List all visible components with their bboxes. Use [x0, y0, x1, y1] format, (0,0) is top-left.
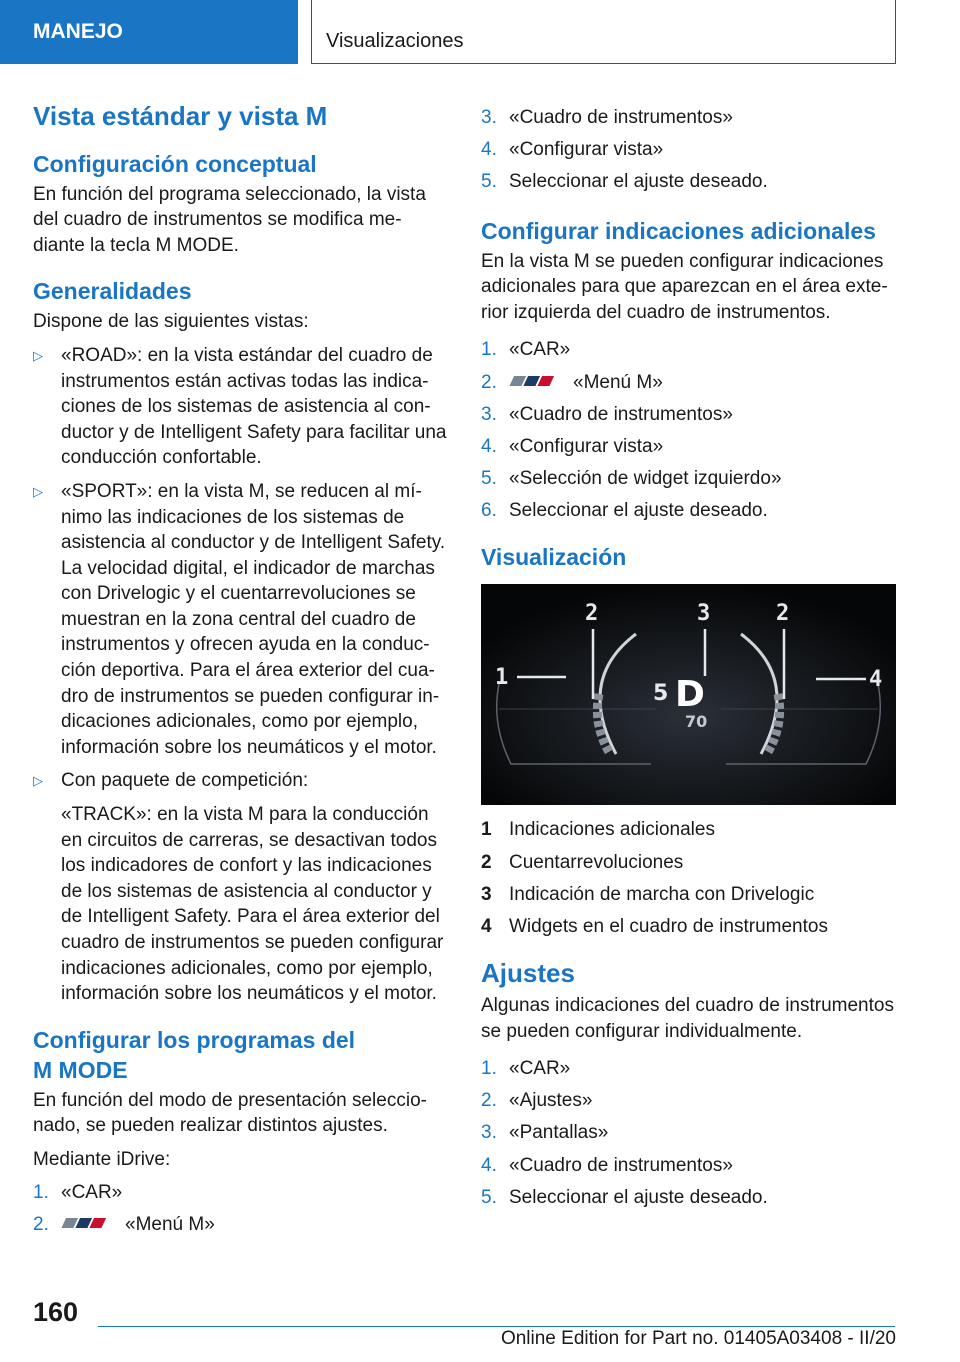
left-column	[33, 100, 451, 1245]
triangle-right-icon: ▷	[33, 483, 43, 499]
mmode-steps	[33, 1180, 451, 1238]
general-section	[33, 277, 451, 1006]
page-number: 160	[33, 1297, 79, 1327]
list-item: ▷ «SPORT»: en la vista M, se reducen al mí-nimo las indicaciones de los sistemas de asistencia al conductor y de Intelligent Safety. La velocidad digital, el indicador de marchas con Drivelogic y el cuentarrevoluciones se muestran en la zona central del cuadro de instrumentos y ofrecen ayuda en la conduc-ción deportiva. Para el área exterior del cua-dro de instrumentos se pueden configurar in-dicaciones adicionales, como por ejemplo, información sobre los neumáticos y el motor.	[33, 480, 446, 758]
general-intro: Dispone de las siguientes vistas:	[33, 311, 309, 333]
triangle-right-icon: ▷	[33, 773, 43, 789]
list-item: 1. «CAR»	[33, 1182, 123, 1204]
m-stripes-icon	[509, 370, 563, 396]
instrument-cluster-figure	[481, 584, 896, 805]
settings-steps	[481, 1056, 896, 1210]
list-item: 2. «Menú M»	[481, 370, 896, 396]
right-column	[481, 100, 896, 1217]
additional-section	[481, 217, 896, 524]
mmode-via: Mediante iDrive:	[33, 1148, 171, 1170]
list-item: 5. Seleccionar el ajuste deseado.	[481, 1186, 768, 1208]
speed-readout: 70	[685, 712, 708, 732]
current-gear: D	[675, 674, 705, 716]
settings-section	[481, 957, 896, 1210]
page-title: Vista estándar y vista M	[33, 101, 328, 131]
section-title: Visualizaciones	[311, 0, 896, 64]
additional-text: En la vista M se pueden configurar indicaciones adicionales para que aparezcan en el área exte-rior izquierda del cuadro de instrumentos.	[481, 250, 888, 323]
m-stripes-icon	[61, 1212, 115, 1238]
concept-section	[33, 150, 451, 259]
mmode-text: En función del modo de presentación seleccio-nado, se pueden realizar distintos ajustes.	[33, 1089, 427, 1137]
mmode-steps-continued	[481, 105, 896, 195]
concept-heading: Configuración conceptual	[33, 150, 317, 177]
list-item: 3 Indicación de marcha con Drivelogic	[481, 883, 815, 905]
list-item: ▷ Con paquete de competición: «TRACK»: en la vista M para la conducción en circuitos de carreras, se desactivan todos los indicadores de confort y las indicaciones de los sistemas de asistencia al conductor y de Intelligent Safety. Para el área exterior del cuadro de instrumentos se pueden configurar indicaciones adicionales, como por ejemplo, información sobre los neumáticos y el motor.	[33, 768, 451, 1006]
list-item: 4 Widgets en el cuadro de instrumentos	[481, 915, 828, 937]
callout-label: 2	[776, 601, 790, 627]
concept-text: En función del programa seleccionado, la vista del cuadro de instrumentos se modifica me-diante la tecla M MODE.	[33, 183, 426, 256]
mmode-section	[33, 1026, 451, 1238]
list-item: 1. «CAR»	[481, 1058, 571, 1080]
callout-label: 3	[697, 601, 711, 627]
list-item: ▷ «ROAD»: en la vista estándar del cuadro de instrumentos están activas todas las indica-ciones de los sistemas de asistencia al con-ductor y de Intelligent Safety para facilitar una conducción confortable.	[33, 344, 447, 469]
mmode-heading: Configurar los programas del M MODE	[33, 1026, 356, 1083]
chapter-tab: MANEJO	[0, 0, 298, 64]
callout-label: 2	[585, 601, 599, 627]
list-item: 3. «Cuadro de instrumentos»	[481, 403, 733, 425]
previous-gear: 5	[653, 681, 669, 707]
list-item: 6. Seleccionar el ajuste deseado.	[481, 499, 768, 521]
list-item: 2. «Menú M»	[33, 1212, 451, 1238]
list-item: 1. «CAR»	[481, 339, 571, 361]
list-item: 3. «Cuadro de instrumentos»	[481, 107, 733, 128]
callout-label: 4	[869, 667, 883, 693]
callout-label: 1	[495, 665, 509, 691]
figure-legend	[481, 817, 896, 939]
display-section	[481, 543, 896, 940]
views-list	[33, 343, 451, 1007]
general-heading: Generalidades	[33, 278, 192, 305]
list-item: 4. «Configurar vista»	[481, 139, 664, 161]
display-heading: Visualización	[481, 543, 627, 570]
list-item: 5. Seleccionar el ajuste deseado.	[481, 171, 768, 193]
list-item: 2 Cuentarrevoluciones	[481, 851, 684, 873]
additional-steps	[481, 337, 896, 523]
triangle-right-icon: ▷	[33, 347, 43, 363]
list-item: 2. «Ajustes»	[481, 1090, 593, 1112]
list-item: 1 Indicaciones adicionales	[481, 819, 715, 841]
additional-heading: Configurar indicaciones adicionales	[481, 217, 876, 244]
list-item: 4. «Cuadro de instrumentos»	[481, 1154, 733, 1176]
settings-text: Algunas indicaciones del cuadro de instrumentos se pueden configurar individualmente.	[481, 995, 894, 1042]
list-item: 5. «Selección de widget izquierdo»	[481, 467, 782, 489]
track-text: «TRACK»: en la vista M para la conducción en circuitos de carreras, se desactivan todos los indicadores de confort y las indicaciones de los sistemas de asistencia al conductor y de Intelligent Safety. Para el área exterior del cuadro de instrumentos se pueden configurar indicaciones adicionales, como por ejemplo, información sobre los neumáticos y el motor.	[61, 804, 444, 1005]
list-item: 4. «Configurar vista»	[481, 435, 664, 457]
edition-note: Online Edition for Part no. 01405A03408 - II/20	[500, 1328, 896, 1349]
settings-heading: Ajustes	[481, 958, 575, 989]
list-item: 3. «Pantallas»	[481, 1122, 609, 1144]
